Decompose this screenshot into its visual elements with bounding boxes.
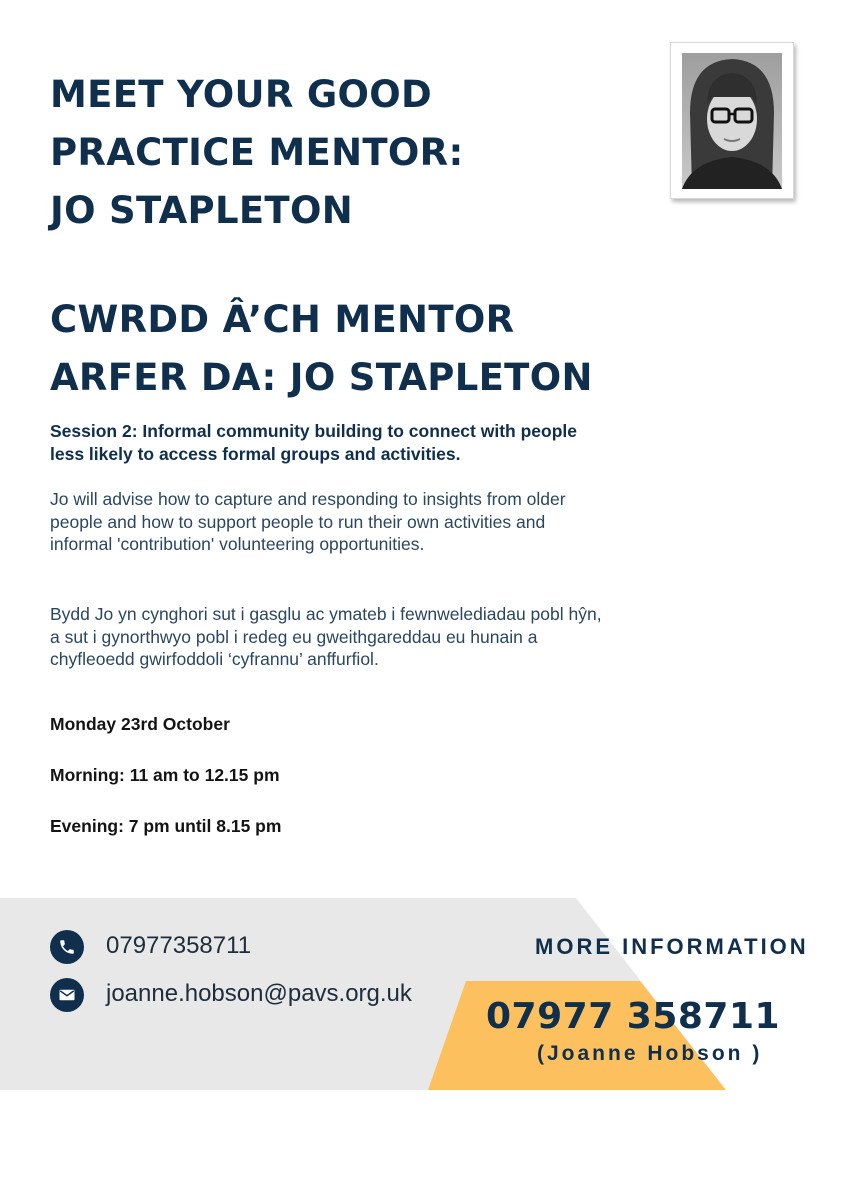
morning-time: Morning: 11 am to 12.15 pm (50, 765, 280, 785)
description-english: Jo will advise how to capture and responding to insights from older people and how to support people to run their own activities and informal 'contribution' volunteering opportunities. (50, 489, 566, 554)
mentor-photo-frame (670, 42, 794, 199)
heading-welsh-line: CWRDD Â’CH MENTOR (50, 298, 515, 341)
heading-english-line: MEET YOUR GOOD (50, 73, 433, 116)
more-info-name: (Joanne Hobson ) (537, 1042, 763, 1065)
portrait-image (682, 53, 782, 189)
phone-icon (50, 930, 84, 964)
heading-english (50, 66, 464, 240)
heading-english-line: JO STAPLETON (50, 189, 353, 232)
more-info-phone[interactable]: 07977 358711 (486, 996, 781, 1037)
session-date: Monday 23rd October (50, 714, 230, 734)
description-welsh: Bydd Jo yn cynghori sut i gasglu ac ymateb i fewnwelediadau pobl hŷn, a sut i gynorthwyo pobl i redeg eu gweithgareddau eu hunain a chyfleoedd gwirfoddoli ‘cyfrannu’ anffurfiol. (50, 604, 602, 669)
heading-welsh-line: ARFER DA: JO STAPLETON (50, 356, 593, 399)
evening-time: Evening: 7 pm until 8.15 pm (50, 816, 282, 836)
mentor-photo (682, 53, 782, 189)
heading-welsh (50, 291, 593, 407)
envelope-icon (50, 978, 84, 1012)
heading-english-line: PRACTICE MENTOR: (50, 131, 464, 174)
session-title: Session 2: Informal community building to connect with people less likely to access formal groups and activities. (50, 421, 577, 464)
contact-email[interactable]: joanne.hobson@pavs.org.uk (106, 980, 412, 1007)
more-information-label: MORE INFORMATION (535, 934, 809, 959)
contact-phone[interactable]: 07977358711 (106, 932, 252, 959)
